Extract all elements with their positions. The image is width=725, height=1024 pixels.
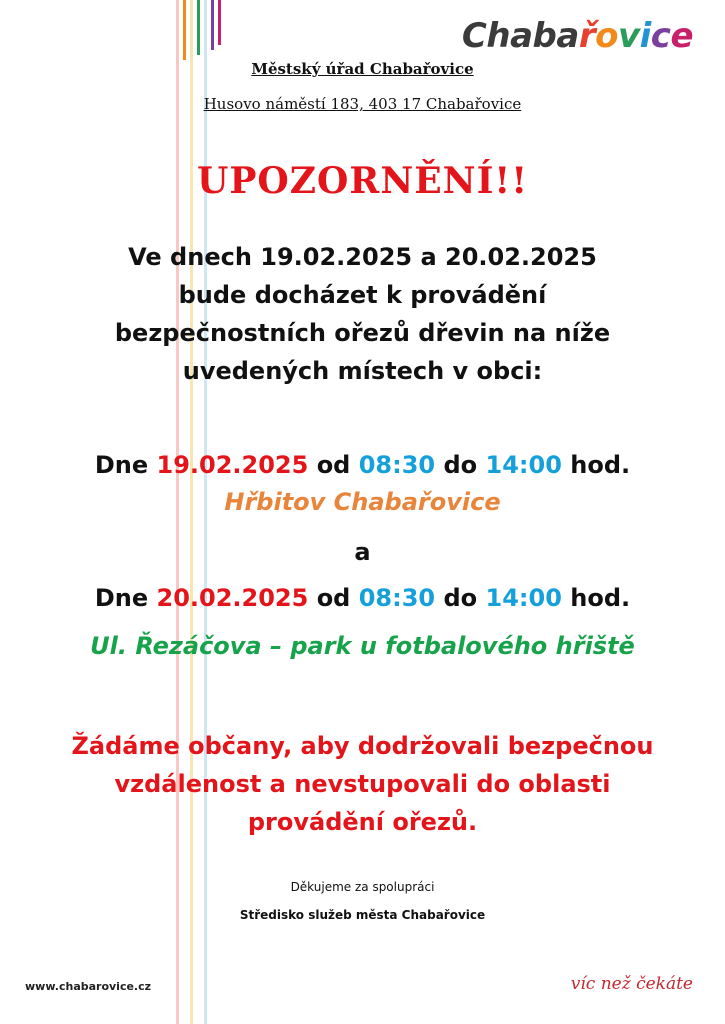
office-address: Husovo náměstí 183, 403 17 Chabařovice xyxy=(203,95,522,113)
logo-letter: ř xyxy=(578,16,596,56)
schedule-place-2: Ul. Řezáčova – park u fotbalového hřiště xyxy=(90,632,635,660)
schedule-to-word: do xyxy=(443,451,478,479)
notice-headline: UPOZORNĚNÍ!! xyxy=(196,160,529,202)
schedule-time-from: 08:30 xyxy=(358,584,436,612)
stripe-pink xyxy=(218,0,221,45)
website-link[interactable]: www.chabarovice.cz xyxy=(25,980,152,993)
schedule-prefix: Dne xyxy=(94,584,149,612)
stripe-purple xyxy=(211,0,214,50)
thanks-text: Děkujeme za spolupráci xyxy=(290,880,435,894)
office-name: Městský úřad Chabařovice xyxy=(251,60,474,78)
schedule-suffix: hod. xyxy=(570,451,631,479)
schedule-time-to: 14:00 xyxy=(485,451,562,479)
safety-warning: Žádáme občany, aby dodržovali bezpečnou vzdálenost a nevstupovali do oblasti provádění ořezů. xyxy=(71,732,654,836)
schedule-line-2 xyxy=(0,584,725,612)
schedule-time-from: 08:30 xyxy=(358,451,436,479)
schedule-from-word: od xyxy=(316,451,351,479)
logo-letter: o xyxy=(595,16,618,56)
logo-letter: i xyxy=(639,16,651,56)
schedule-place-1: Hřbitov Chabařovice xyxy=(224,488,501,516)
conjunction: a xyxy=(354,538,371,566)
schedule-time-to: 14:00 xyxy=(485,584,562,612)
city-logo xyxy=(462,16,693,56)
schedule-date: 20.02.2025 xyxy=(156,584,309,612)
logo-letter: c xyxy=(650,16,671,56)
logo-letter: e xyxy=(670,16,693,56)
logo-base-text: Chaba xyxy=(461,16,579,56)
schedule-prefix: Dne xyxy=(94,451,149,479)
schedule-from-word: od xyxy=(316,584,351,612)
city-slogan: víc než čekáte xyxy=(570,974,693,994)
stripe-orange xyxy=(183,0,186,60)
stripe-green xyxy=(197,0,200,55)
department-name: Středisko služeb města Chabařovice xyxy=(239,908,486,922)
schedule-to-word: do xyxy=(443,584,478,612)
notice-intro: Ve dnech 19.02.2025 a 20.02.2025 bude docházet k provádění bezpečnostních ořezů dřevin na níže uvedených místech v obci: xyxy=(114,243,611,385)
logo-letter: v xyxy=(617,16,640,56)
schedule-line-1 xyxy=(0,451,725,479)
schedule-date: 19.02.2025 xyxy=(156,451,309,479)
schedule-suffix: hod. xyxy=(570,584,631,612)
